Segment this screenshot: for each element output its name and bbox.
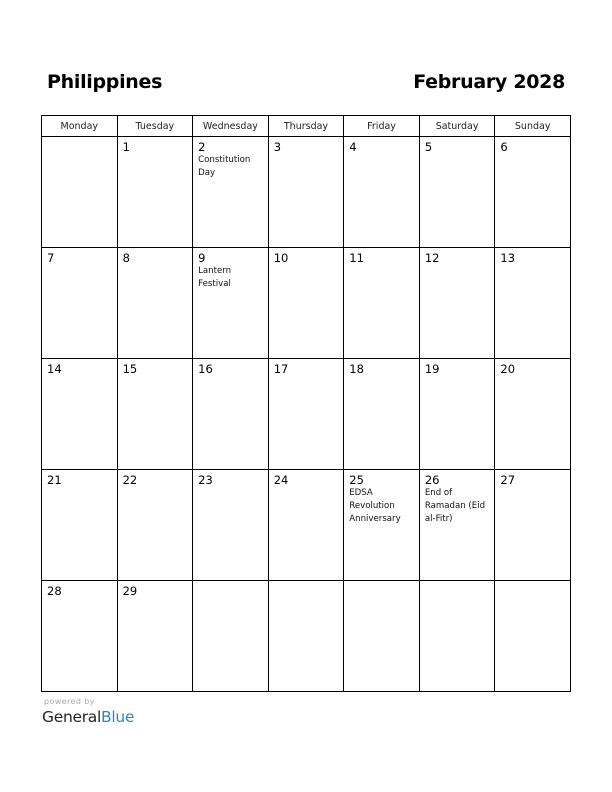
day-cell xyxy=(268,581,344,692)
day-cell xyxy=(344,581,420,692)
day-number: 4 xyxy=(349,140,357,154)
day-cell xyxy=(42,137,118,248)
day-cell xyxy=(268,137,344,248)
day-number: 23 xyxy=(198,473,213,487)
day-number: 28 xyxy=(47,584,62,598)
day-number: 12 xyxy=(424,251,440,265)
day-cell xyxy=(268,359,344,470)
day-number: 13 xyxy=(500,251,516,265)
weekday-header: Thursday xyxy=(268,116,344,137)
weekday-header: Sunday xyxy=(495,116,571,137)
week-row xyxy=(42,137,571,248)
day-cell xyxy=(495,470,571,581)
day-cell xyxy=(42,248,118,359)
day-number: 27 xyxy=(500,473,516,487)
weekday-header: Saturday xyxy=(419,116,495,137)
day-number: 20 xyxy=(500,362,516,376)
weekday-header: Wednesday xyxy=(193,116,269,137)
weekday-header: Monday xyxy=(42,116,118,137)
day-cell xyxy=(117,581,193,692)
day-cell xyxy=(42,581,118,692)
day-cell xyxy=(117,359,193,470)
week-row xyxy=(42,581,571,692)
day-cell xyxy=(495,359,571,470)
day-number: 14 xyxy=(47,362,62,376)
day-cell xyxy=(419,470,495,581)
day-number: 6 xyxy=(500,140,508,154)
holiday-label: Lantern Festival xyxy=(198,266,232,289)
day-cell xyxy=(193,248,269,359)
day-cell xyxy=(344,137,420,248)
powered-by-label: powered by xyxy=(44,697,95,706)
day-cell xyxy=(117,470,193,581)
month-year-title: February 2028 xyxy=(413,71,565,93)
day-number: 7 xyxy=(47,251,55,265)
day-cell xyxy=(419,137,495,248)
day-cell xyxy=(268,470,344,581)
day-cell xyxy=(117,137,193,248)
day-number: 22 xyxy=(122,473,138,487)
week-row xyxy=(42,470,571,581)
day-cell xyxy=(495,581,571,692)
holiday-label: End of Ramadan (Eid al-Fitr) xyxy=(424,488,486,524)
brand-name-part1: General xyxy=(42,708,101,726)
day-number: 11 xyxy=(349,251,364,265)
calendar-grid xyxy=(41,115,571,692)
week-row xyxy=(42,248,571,359)
day-number: 18 xyxy=(349,362,364,376)
day-number: 1 xyxy=(122,140,130,154)
day-cell xyxy=(193,359,269,470)
day-number: 29 xyxy=(122,584,138,598)
day-number: 3 xyxy=(273,140,282,154)
day-cell xyxy=(268,248,344,359)
day-cell xyxy=(193,470,269,581)
day-cell xyxy=(344,470,420,581)
footer-branding[interactable] xyxy=(42,697,134,727)
day-number: 21 xyxy=(47,473,62,487)
holiday-label: EDSA Revolution Anniversary xyxy=(349,488,401,524)
day-number: 2 xyxy=(198,140,206,154)
day-number: 16 xyxy=(198,362,213,376)
day-number: 25 xyxy=(349,473,364,487)
day-number: 5 xyxy=(424,140,433,154)
day-cell xyxy=(344,359,420,470)
day-cell xyxy=(344,248,420,359)
day-cell xyxy=(193,581,269,692)
brand-name-part2: Blue xyxy=(100,708,135,726)
day-number: 8 xyxy=(122,251,130,265)
day-number: 10 xyxy=(273,251,289,265)
weekday-header: Friday xyxy=(344,116,420,137)
day-cell xyxy=(193,137,269,248)
day-cell xyxy=(419,581,495,692)
day-number: 26 xyxy=(424,473,440,487)
weekday-header-row xyxy=(42,116,571,137)
day-cell xyxy=(419,359,495,470)
day-number: 17 xyxy=(273,362,289,376)
generalblue-logo[interactable] xyxy=(42,707,134,727)
day-number: 19 xyxy=(424,362,440,376)
day-cell xyxy=(42,470,118,581)
day-cell xyxy=(42,359,118,470)
day-cell xyxy=(117,248,193,359)
day-cell xyxy=(495,137,571,248)
day-cell xyxy=(495,248,571,359)
day-number: 9 xyxy=(198,251,206,265)
day-cell xyxy=(419,248,495,359)
day-number: 24 xyxy=(273,473,289,487)
holiday-label: Constitution Day xyxy=(198,155,251,178)
country-title: Philippines xyxy=(47,71,163,93)
day-number: 15 xyxy=(122,362,138,376)
week-row xyxy=(42,359,571,470)
weekday-header: Tuesday xyxy=(117,116,193,137)
